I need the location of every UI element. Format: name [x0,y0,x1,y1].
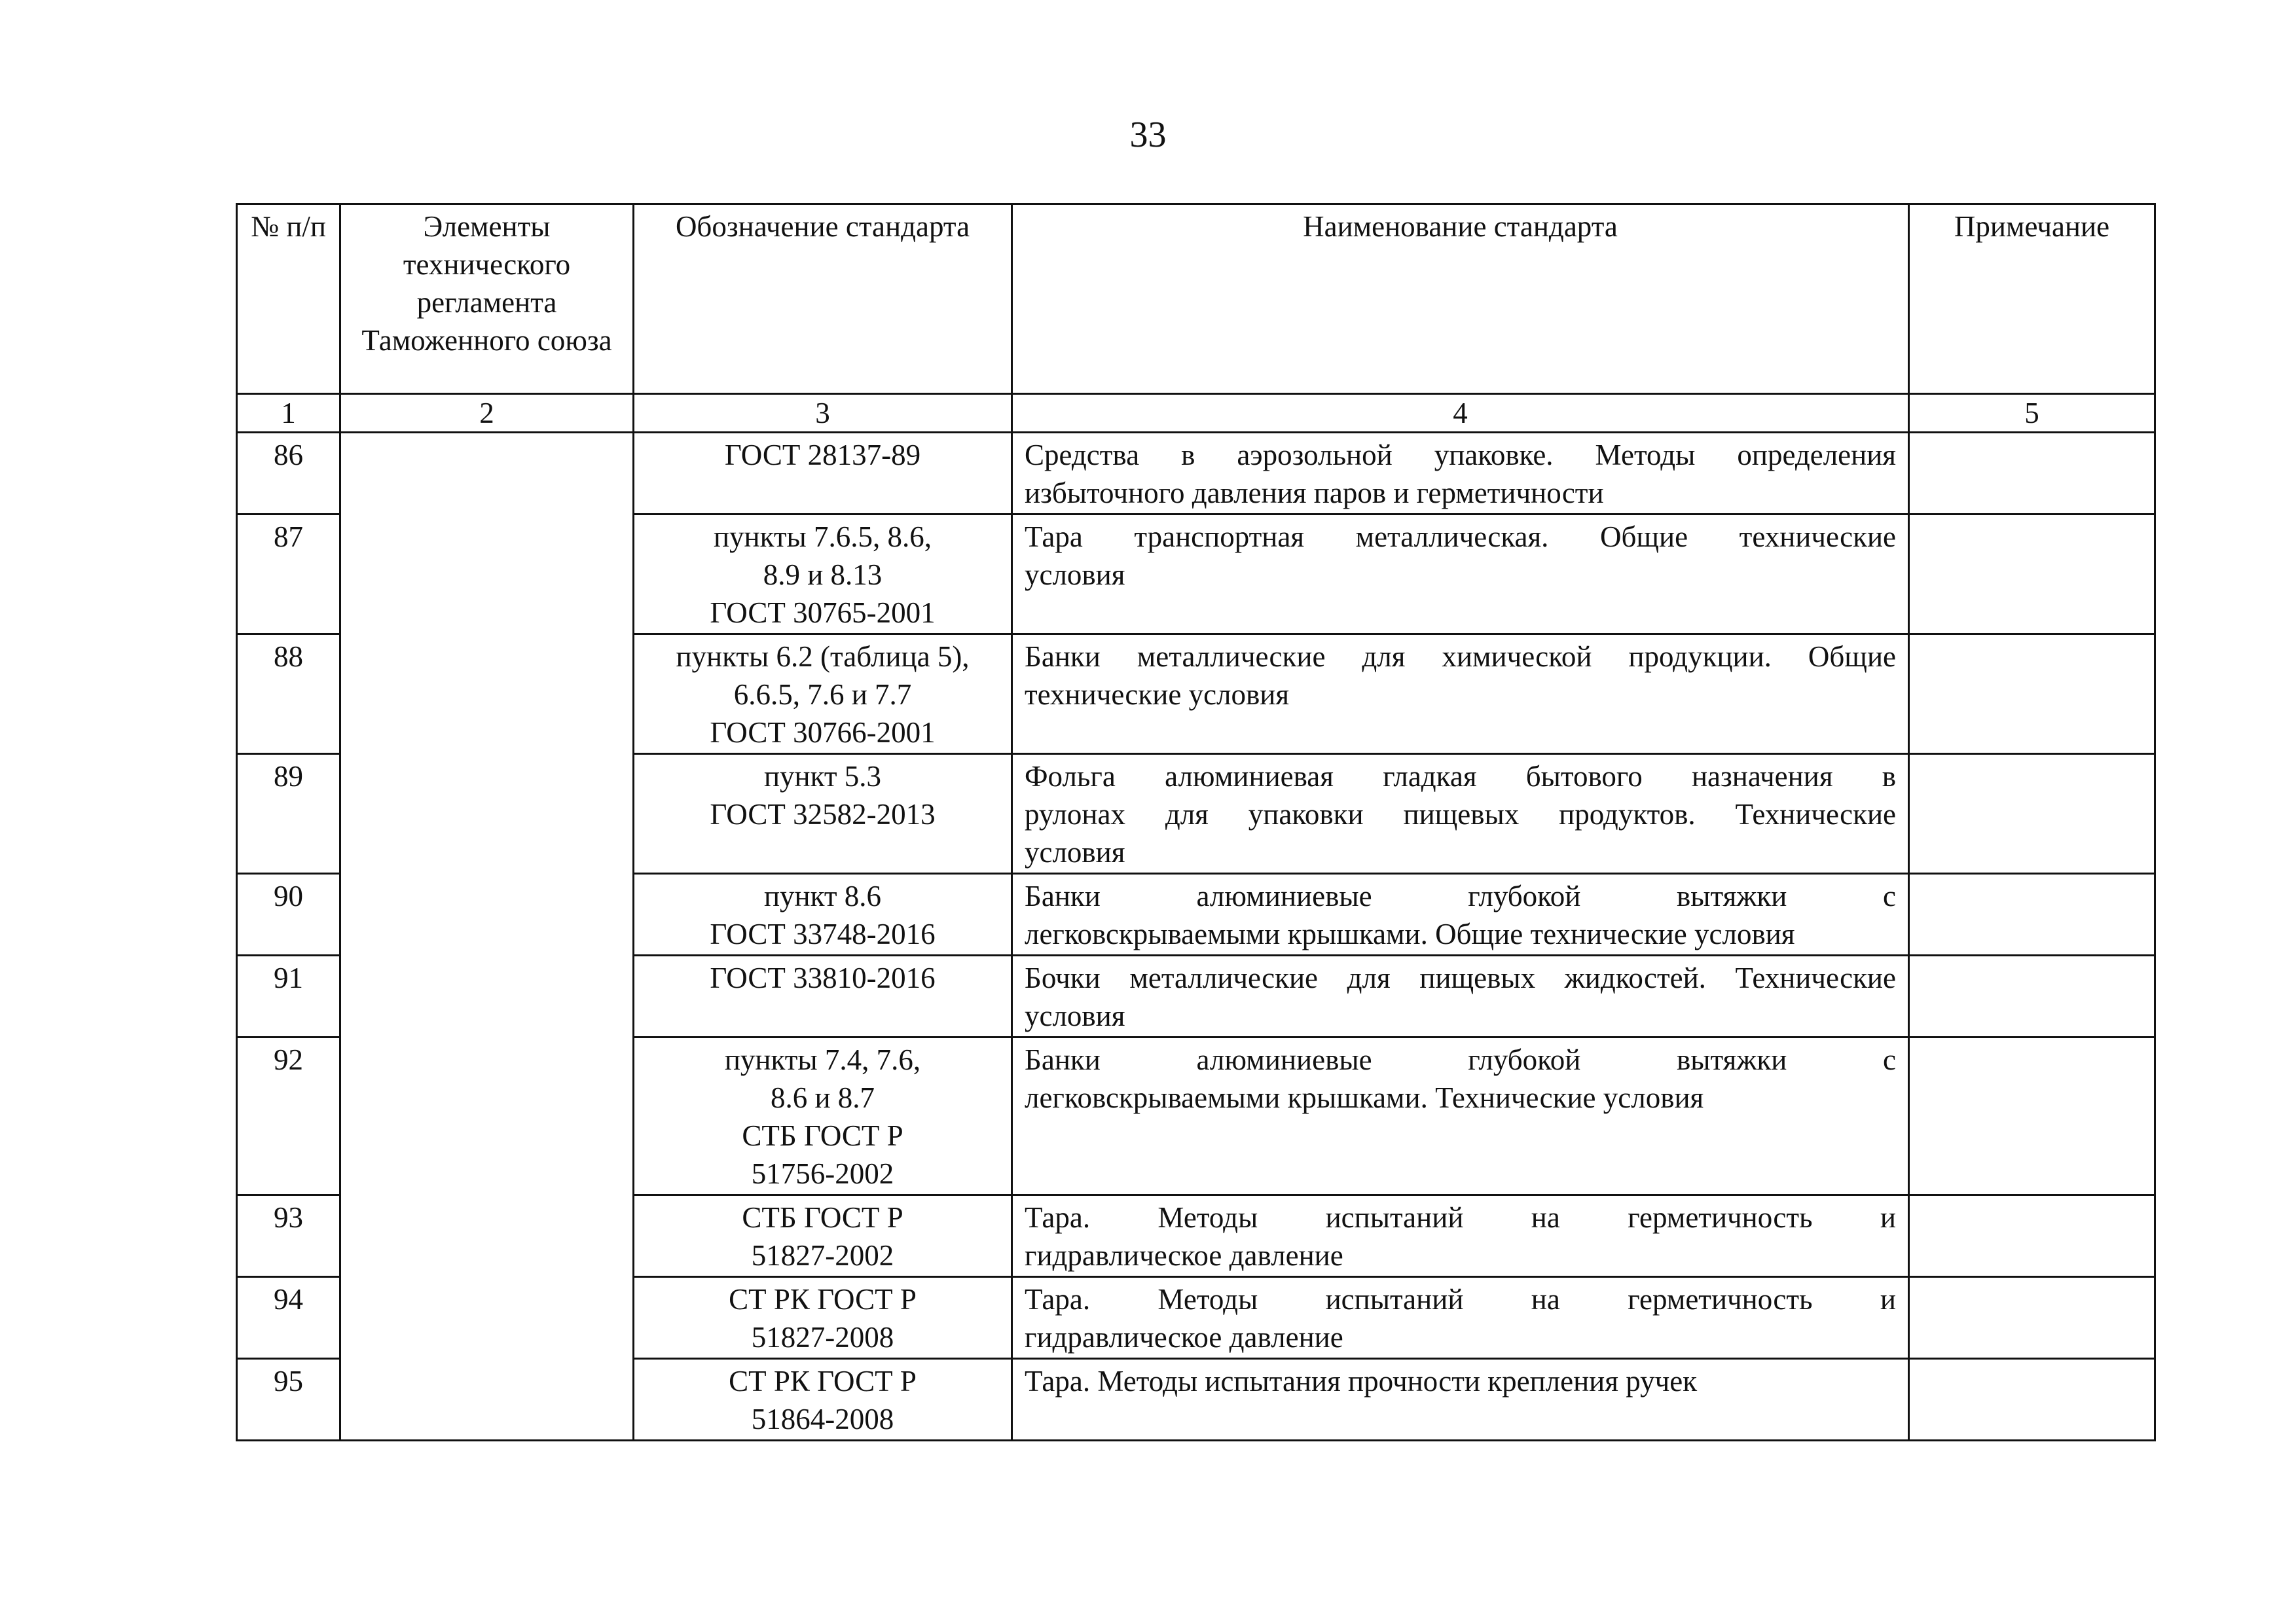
standard-name-line: Тара. Методы испытаний на герметичность и [1025,1283,1896,1316]
standard-name-line: Средства в аэрозольной упаковке. Методы определения [1025,439,1896,471]
standard-name [1012,514,1909,634]
designation-line: пункты 7.4, 7.6, [724,1043,921,1076]
standard-name-line: легковскрываемыми крышками. Технические условия [1025,1081,1704,1114]
standard-name-line: Фольга алюминиевая гладкая бытового назначения в [1025,760,1896,793]
standard-name-line: Тара. Методы испытания прочности крепления ручек [1025,1365,1698,1398]
designation-line: пункт 5.3 [763,760,882,793]
standard-name-line: условия [1025,558,1125,591]
column-number: 1 [237,394,340,433]
designation-line: 51827-2002 [751,1239,894,1272]
note-cell [1909,956,2155,1038]
standard-name-line: Бочки металлические для пищевых жидкостей. Технические [1025,962,1896,994]
standard-name-line: Банки металлические для химической продукции. Общие [1025,640,1896,673]
header-note: Примечание [1909,204,2155,394]
standard-designation [634,1277,1012,1359]
note-cell [1909,1359,2155,1441]
table-row [237,433,2155,514]
note-cell [1909,874,2155,956]
standard-name-line: легковскрываемыми крышками. Общие технические условия [1025,918,1795,950]
designation-line: ГОСТ 33810-2016 [710,962,936,994]
row-number: 95 [237,1359,340,1441]
standard-designation [634,514,1012,634]
standard-name [1012,1195,1909,1277]
standard-designation [634,1195,1012,1277]
standard-name [1012,874,1909,956]
standard-designation [634,1038,1012,1195]
designation-line: 51827-2008 [751,1321,894,1354]
row-number: 90 [237,874,340,956]
header-designation: Обозначение стандарта [634,204,1012,394]
standard-name [1012,433,1909,514]
standard-name [1012,1277,1909,1359]
standard-name-line: технические условия [1025,678,1290,711]
standard-name-line: Банки алюминиевые глубокой вытяжки с [1025,880,1896,912]
note-cell [1909,1195,2155,1277]
designation-line: СТБ ГОСТ Р [742,1201,903,1234]
standard-name [1012,956,1909,1038]
designation-line: 6.6.5, 7.6 и 7.7 [733,678,912,711]
standard-name-line: рулонах для упаковки пищевых продуктов. Технические [1025,798,1896,831]
designation-line: СТБ ГОСТ Р [742,1119,903,1152]
designation-line: 8.6 и 8.7 [770,1081,875,1114]
designation-line: ГОСТ 30765-2001 [710,596,936,629]
designation-line: СТ РК ГОСТ Р [729,1283,917,1316]
note-cell [1909,754,2155,874]
header-name: Наименование стандарта [1012,204,1909,394]
row-number: 91 [237,956,340,1038]
row-number: 94 [237,1277,340,1359]
row-number: 87 [237,514,340,634]
designation-line: пункт 8.6 [763,880,882,912]
note-cell [1909,514,2155,634]
regulation-elements-cell [340,433,634,1441]
standard-designation [634,874,1012,956]
note-cell [1909,1038,2155,1195]
note-cell [1909,634,2155,754]
designation-line: 51756-2002 [751,1157,894,1190]
standard-designation [634,956,1012,1038]
column-number: 5 [1909,394,2155,433]
designation-line: пункты 6.2 (таблица 5), [676,640,970,673]
column-number: 3 [634,394,1012,433]
row-number: 86 [237,433,340,514]
standard-name-line: Банки алюминиевые глубокой вытяжки с [1025,1043,1896,1076]
standard-name-line: гидравлическое давление [1025,1321,1343,1354]
column-number: 4 [1012,394,1909,433]
standard-name-line: условия [1025,1000,1125,1032]
standard-name-line: избыточного давления паров и герметичности [1025,477,1604,509]
designation-line: ГОСТ 32582-2013 [710,798,936,831]
column-number: 2 [340,394,634,433]
standard-name [1012,1359,1909,1441]
designation-line: 51864-2008 [751,1403,894,1435]
standard-name [1012,754,1909,874]
row-number: 88 [237,634,340,754]
designation-line: ГОСТ 28137-89 [724,439,921,471]
page-number: 33 [1129,115,1167,155]
row-number: 89 [237,754,340,874]
row-number: 93 [237,1195,340,1277]
standard-designation [634,433,1012,514]
standard-name-line: Тара транспортная металлическая. Общие технические [1025,520,1896,553]
standard-name-line: гидравлическое давление [1025,1239,1343,1272]
designation-line: 8.9 и 8.13 [763,558,883,591]
standard-designation [634,754,1012,874]
table-header-row [237,204,2155,394]
header-elements: Элементы технического регламента Таможенного союза [340,204,634,394]
designation-line: СТ РК ГОСТ Р [729,1365,917,1398]
standard-name-line: Тара. Методы испытаний на герметичность и [1025,1201,1896,1234]
standard-name-line: условия [1025,836,1125,869]
standards-table [236,203,2156,1441]
header-num: № п/п [237,204,340,394]
standard-name [1012,634,1909,754]
column-number-row [237,394,2155,433]
designation-line: пункты 7.6.5, 8.6, [713,520,932,553]
row-number: 92 [237,1038,340,1195]
designation-line: ГОСТ 30766-2001 [710,716,936,749]
note-cell [1909,433,2155,514]
standard-designation [634,634,1012,754]
note-cell [1909,1277,2155,1359]
standard-name [1012,1038,1909,1195]
standard-designation [634,1359,1012,1441]
designation-line: ГОСТ 33748-2016 [710,918,936,950]
